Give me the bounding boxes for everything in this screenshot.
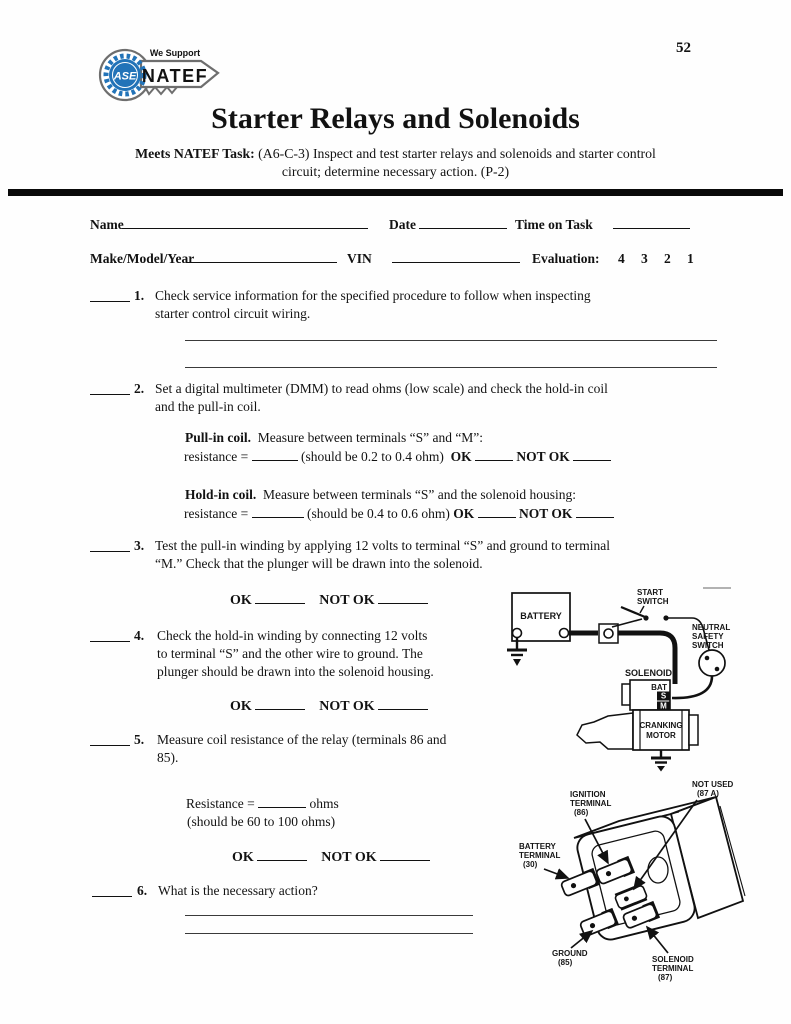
divider-bar bbox=[8, 189, 783, 196]
ground-label-1: GROUND bbox=[552, 949, 588, 958]
motor-end-cap bbox=[689, 715, 698, 745]
we-support-text: We Support bbox=[149, 48, 201, 58]
start-switch-label-1: START bbox=[637, 588, 664, 597]
q4-not-ok-field bbox=[378, 697, 428, 710]
cranking-motor-label-1: CRANKING bbox=[639, 721, 683, 730]
q4-ok-field bbox=[255, 697, 305, 710]
q4-ok-row: OK NOT OK bbox=[230, 697, 428, 715]
battery-terminal-neg bbox=[513, 629, 522, 638]
nss-label-3: SWITCH bbox=[692, 641, 724, 650]
date-label: Date bbox=[389, 217, 416, 232]
q1-text: Check service information for the specified procedure to follow when inspecting starter control circuit wiring. bbox=[155, 288, 591, 321]
ignition-label-3: (86) bbox=[574, 808, 589, 817]
hold-in-coil-row: resistance = (should be 0.4 to 0.6 ohm) OK NOT OK bbox=[184, 505, 614, 523]
hold-in-coil-heading: Hold-in coil. Measure between terminals “S” and the solenoid housing: bbox=[185, 487, 577, 502]
q2-number: 2. bbox=[134, 381, 145, 396]
nss-label-1: NEUTRAL bbox=[692, 623, 731, 632]
time-on-task-field bbox=[613, 216, 690, 229]
nss-label-2: SAFETY bbox=[692, 632, 724, 641]
hold-in-not-ok-field bbox=[576, 505, 614, 518]
solenoid-leader-arrow bbox=[647, 927, 668, 953]
evaluation-score-2: 2 bbox=[664, 251, 671, 266]
q1-answer-line-1 bbox=[185, 339, 717, 341]
evaluation-label: Evaluation: bbox=[532, 251, 600, 266]
q4-text: Check the hold-in winding by connecting 12 volts to terminal “S” and the other wire to ground. The plunger should be drawn into the solenoid housing. bbox=[157, 628, 434, 679]
make-model-year-field bbox=[186, 250, 337, 263]
q6-number: 6. bbox=[137, 883, 148, 898]
solenoid-terminal-label-1: SOLENOID bbox=[652, 955, 694, 964]
evaluation-score-3: 3 bbox=[641, 251, 648, 266]
ground-leader-arrow bbox=[571, 931, 592, 948]
name-label: Name bbox=[90, 217, 124, 232]
solenoid-terminal-label-3: (87) bbox=[658, 973, 673, 982]
q5-not-ok-field bbox=[380, 848, 430, 861]
pull-in-coil-row: resistance = (should be 0.2 to 0.4 ohm) OK NOT OK bbox=[184, 448, 611, 466]
nss-contact-1 bbox=[705, 656, 710, 661]
q1-number: 1. bbox=[134, 288, 145, 303]
pull-in-resistance-field bbox=[252, 448, 298, 461]
ase-text: ASE bbox=[113, 70, 137, 83]
name-field bbox=[122, 216, 368, 229]
q5-spec: (should be 60 to 100 ohms) bbox=[187, 814, 336, 829]
vin-field bbox=[392, 250, 520, 263]
ignition-label-2: TERMINAL bbox=[570, 799, 612, 808]
q2-text: Set a digital multimeter (DMM) to read ohms (low scale) and check the hold-in coil and the pull-in coil. bbox=[155, 381, 608, 414]
starter-circuit-diagram bbox=[494, 572, 791, 772]
cranking-motor-label-2: MOTOR bbox=[646, 731, 676, 740]
natef-task-line2: circuit; determine necessary action. (P-2) bbox=[281, 164, 510, 179]
nss-contact-2 bbox=[715, 667, 720, 672]
q4-number: 4. bbox=[134, 628, 145, 643]
nss-to-s-wire bbox=[672, 676, 712, 698]
q5-text: Measure coil resistance of the relay (terminals 86 and 85). bbox=[157, 732, 447, 765]
make-model-year-label: Make/Model/Year bbox=[90, 251, 195, 266]
switch-blade bbox=[621, 607, 645, 617]
switch-contact-2 bbox=[663, 615, 668, 620]
not-used-label-2: (87 A) bbox=[697, 789, 719, 798]
q3-ok-field bbox=[255, 591, 305, 604]
q3-text: Test the pull-in winding by applying 12 volts to terminal “S” and ground to terminal “M.” Check that the plunger will be drawn into the solenoid. bbox=[155, 538, 610, 571]
pull-in-not-ok-field bbox=[573, 448, 611, 461]
ground-label-2: (85) bbox=[558, 958, 573, 967]
q1-grade-blank bbox=[90, 288, 130, 302]
q5-ok-row: OK NOT OK bbox=[232, 848, 430, 866]
motor-body bbox=[633, 710, 689, 750]
q3-ok-row: OK NOT OK bbox=[230, 591, 428, 609]
q6-text: What is the necessary action? bbox=[158, 883, 318, 898]
q5-ok-field bbox=[257, 848, 307, 861]
q3-number: 3. bbox=[134, 538, 145, 553]
battery-leader-arrow bbox=[544, 869, 568, 878]
bat-terminal-label: BAT bbox=[651, 683, 667, 692]
q5-grade-blank bbox=[90, 732, 130, 746]
page-number: 52 bbox=[676, 40, 691, 56]
battery-terminal-label-1: BATTERY bbox=[519, 842, 556, 851]
junction-terminal bbox=[604, 629, 613, 638]
neutral-safety-switch bbox=[699, 650, 725, 676]
battery-terminal-label-3: (30) bbox=[523, 860, 538, 869]
task-description-1: (A6-C-3) Inspect and test starter relays and solenoids and starter control bbox=[258, 146, 656, 161]
battery-terminal-label-2: TERMINAL bbox=[519, 851, 561, 860]
evaluation-score-1: 1 bbox=[687, 251, 694, 266]
relay-center-hole bbox=[648, 857, 668, 883]
natef-ase-logo bbox=[95, 40, 223, 104]
ignition-label-1: IGNITION bbox=[570, 790, 606, 799]
solenoid-label: SOLENOID bbox=[625, 668, 673, 678]
start-switch-leader bbox=[640, 606, 644, 613]
hold-in-ok-field bbox=[478, 505, 516, 518]
q3-not-ok-field bbox=[378, 591, 428, 604]
q6-answer-line-1 bbox=[185, 914, 473, 916]
vin-label: VIN bbox=[347, 251, 372, 266]
switch-feed-wire bbox=[612, 619, 642, 627]
evaluation-score-4: 4 bbox=[618, 251, 625, 266]
q3-grade-blank bbox=[90, 538, 130, 552]
natef-text: NATEF bbox=[141, 66, 209, 86]
q5-resistance-row: Resistance = ohms bbox=[186, 796, 339, 811]
time-on-task-label: Time on Task bbox=[515, 217, 593, 232]
motor-ground-icon bbox=[651, 750, 671, 772]
not-used-label-1: NOT USED bbox=[692, 780, 734, 789]
q5-resistance-field bbox=[258, 795, 306, 808]
page-title: Starter Relays and Solenoids bbox=[211, 102, 580, 135]
hold-in-resistance-field bbox=[252, 505, 304, 518]
pull-in-coil-heading: Pull-in coil. Measure between terminals “S” and “M”: bbox=[185, 430, 484, 445]
q2-grade-blank bbox=[90, 381, 130, 395]
m-terminal-label: M bbox=[660, 701, 667, 711]
battery-label: BATTERY bbox=[520, 611, 562, 621]
s-terminal-label: S bbox=[660, 691, 667, 701]
battery-terminal-pos bbox=[560, 629, 569, 638]
relay-terminal-diagram bbox=[498, 772, 791, 1020]
switch-contact-1 bbox=[643, 615, 648, 620]
q5-number: 5. bbox=[134, 732, 145, 747]
pull-in-ok-field bbox=[475, 448, 513, 461]
q1-answer-line-2 bbox=[185, 366, 717, 368]
date-field bbox=[419, 216, 507, 229]
q6-grade-blank bbox=[92, 883, 132, 897]
q4-grade-blank bbox=[90, 628, 130, 642]
q6-answer-line-2 bbox=[185, 932, 473, 934]
battery-ground-icon bbox=[507, 638, 527, 666]
start-switch-label-2: SWITCH bbox=[637, 597, 669, 606]
motor-drive-housing bbox=[577, 713, 633, 749]
solenoid-terminal-label-2: TERMINAL bbox=[652, 964, 694, 973]
meets-natef-task-label: Meets NATEF Task: bbox=[135, 146, 255, 161]
natef-task-line1 bbox=[0, 146, 791, 162]
